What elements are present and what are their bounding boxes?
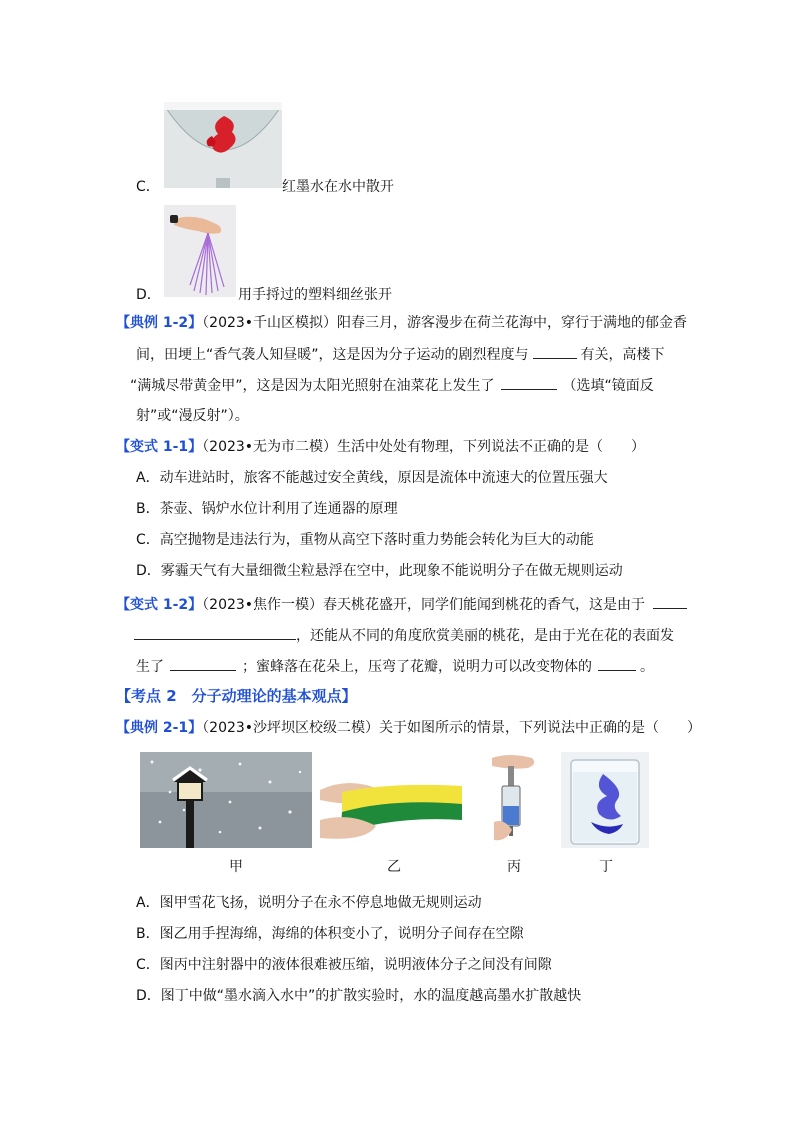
example-2-1-option-c[interactable]: C．图丙中注射器中的液体很难被压缩，说明液体分子之间没有间隙 [136,957,552,973]
example-1-2-line1: 【典例 1-2】（2023•千山区模拟）阳春三月，游客漫步在荷兰花海中，穿行于满地的郁金香 [116,315,688,331]
option-c-label: C． [136,179,160,195]
option-c-image [164,102,282,188]
example-2-1-option-d[interactable]: D．图丁中做“墨水滴入水中”的扩散实验时，水的温度越高墨水扩散越快 [136,988,582,1004]
figure-jia-image [140,752,312,848]
example-2-1-option-a[interactable]: A．图甲雪花飞扬，说明分子在永不停息地做无规则运动 [136,895,482,911]
option-d-label: D． [136,287,161,303]
figure-bing-image [484,752,542,848]
option-d-image [164,205,236,297]
answer-blank[interactable] [134,625,296,640]
figure-bing-caption: 丙 [507,859,521,875]
example-1-2-line3: “满城尽带黄金甲”，这是因为太阳光照射在油菜花上发生了 （选填“镜面反 [130,375,654,396]
example-1-2-tag: 【典例 1-2】 [116,315,203,331]
answer-blank[interactable] [653,594,687,609]
variant-1-1-option-b[interactable]: B．茶壶、锅炉水位计利用了连通器的原理 [136,501,398,517]
variant-1-2-line3: 生了 ；蜜蜂落在花朵上，压弯了花瓣，说明力可以改变物体的 。 [136,656,654,677]
variant-1-1-tag: 【变式 1-1】 [116,439,203,455]
variant-1-2-tag: 【变式 1-2】 [116,597,203,613]
variant-1-1-option-a[interactable]: A．动车进站时，旅客不能越过安全黄线，原因是流体中流速大的位置压强大 [136,470,608,486]
figure-yi-image [320,772,466,846]
variant-1-1-option-d[interactable]: D．雾霾天气有大量细微尘粒悬浮在空中，此现象不能说明分子在做无规则运动 [136,563,623,579]
example-2-1-option-b[interactable]: B．图乙用手捏海绵，海绵的体积变小了，说明分子间存在空隙 [136,926,524,942]
variant-1-1-stem: 【变式 1-1】（2023•无为市二模）生活中处处有物理，下列说法不正确的是（ ） [116,439,646,455]
variant-1-2-line1: 【变式 1-2】（2023•焦作一模）春天桃花盛开，同学们能闻到桃花的香气，这是由于 [116,594,687,615]
answer-blank[interactable] [170,656,236,671]
figure-jia-caption: 甲 [229,859,243,875]
example-1-2-line4: 射”或“漫反射”）。 [136,408,249,424]
figure-yi-caption: 乙 [387,859,401,875]
variant-1-2-line2: ，还能从不同的角度欣赏美丽的桃花，是由于光在花的表面发 [134,625,674,646]
example-2-1-stem: 【典例 2-1】（2023•沙坪坝区校级二模）关于如图所示的情景，下列说法中正确的是（ ） [116,720,702,736]
option-d-text: 用手捋过的塑料细丝张开 [238,287,392,303]
figure-ding-image [561,752,649,848]
figure-ding-caption: 丁 [599,859,613,875]
section-2-heading: 【考点 2 分子动理论的基本观点】 [116,687,357,705]
answer-blank[interactable] [501,375,557,390]
option-c-text: 红墨水在水中散开 [282,179,394,195]
example-2-1-tag: 【典例 2-1】 [116,720,203,736]
answer-blank[interactable] [533,344,577,359]
variant-1-1-option-c[interactable]: C．高空抛物是违法行为，重物从高空下落时重力势能会转化为巨大的动能 [136,532,594,548]
example-1-2-line2: 间，田埂上“香气袭人知昼暖”，这是因为分子运动的剧烈程度与 有关，高楼下 [136,344,665,365]
answer-blank[interactable] [598,656,636,671]
